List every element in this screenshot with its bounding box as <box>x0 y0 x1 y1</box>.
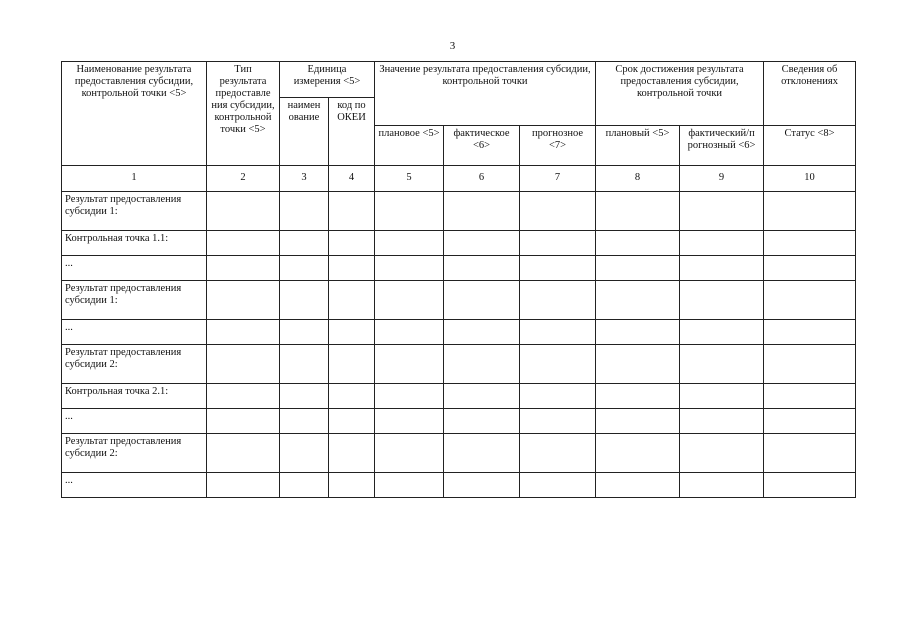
table-cell <box>207 231 280 256</box>
table-cell <box>764 473 856 498</box>
table-cell <box>207 409 280 434</box>
table-row <box>62 473 856 498</box>
table-cell <box>280 345 329 384</box>
table-cell <box>520 256 596 281</box>
table-cell <box>444 231 520 256</box>
column-number: 1 <box>62 166 207 192</box>
table-cell <box>764 192 856 231</box>
table-cell <box>375 281 444 320</box>
column-number: 9 <box>680 166 764 192</box>
table-cell <box>375 434 444 473</box>
table-cell <box>596 192 680 231</box>
row-label: ... <box>62 473 207 498</box>
table-cell <box>329 320 375 345</box>
table-cell <box>444 192 520 231</box>
table-cell <box>520 409 596 434</box>
table-cell <box>207 384 280 409</box>
table-cell <box>520 192 596 231</box>
table-cell <box>280 473 329 498</box>
header-deviations: Сведения об отклонениях <box>764 62 856 126</box>
table-cell <box>329 192 375 231</box>
header-unit-name: наимен ование <box>280 98 329 166</box>
table-cell <box>280 231 329 256</box>
table-cell <box>207 320 280 345</box>
table-cell <box>329 384 375 409</box>
header-value-planned: плановое <5> <box>375 126 444 166</box>
table-cell <box>375 384 444 409</box>
table-cell <box>280 434 329 473</box>
table-cell <box>520 434 596 473</box>
table-cell <box>520 473 596 498</box>
table-cell <box>764 384 856 409</box>
table-cell <box>280 281 329 320</box>
table-cell <box>207 434 280 473</box>
column-number: 5 <box>375 166 444 192</box>
table-cell <box>680 473 764 498</box>
table-row <box>62 192 856 231</box>
header-deadline: Срок достижения результата предоставления субсидии, контрольной точки <box>596 62 764 126</box>
table-cell <box>444 384 520 409</box>
results-table <box>61 61 856 498</box>
table-cell <box>520 384 596 409</box>
column-number: 3 <box>280 166 329 192</box>
table-row <box>62 345 856 384</box>
table-cell <box>596 434 680 473</box>
table-cell <box>680 345 764 384</box>
table-cell <box>596 231 680 256</box>
table-cell <box>375 473 444 498</box>
table-cell <box>444 409 520 434</box>
table-cell <box>280 320 329 345</box>
row-label: Результат предоставления субсидии 1: <box>62 281 207 320</box>
table-cell <box>375 256 444 281</box>
table-cell <box>680 384 764 409</box>
row-label: Контрольная точка 2.1: <box>62 384 207 409</box>
table-cell <box>207 256 280 281</box>
table-cell <box>680 256 764 281</box>
table-cell <box>596 473 680 498</box>
table-cell <box>764 281 856 320</box>
table-cell <box>596 256 680 281</box>
table-cell <box>329 345 375 384</box>
column-number: 4 <box>329 166 375 192</box>
table-row <box>62 320 856 345</box>
table-cell <box>444 434 520 473</box>
table-cell <box>680 320 764 345</box>
row-label: Результат предоставления субсидии 2: <box>62 434 207 473</box>
header-unit-okei: код по ОКЕИ <box>329 98 375 166</box>
header-deadline-actual: фактический/п рогнозный <6> <box>680 126 764 166</box>
table-cell <box>596 409 680 434</box>
table-cell <box>280 192 329 231</box>
table-cell <box>764 434 856 473</box>
table-cell <box>680 409 764 434</box>
table-cell <box>680 281 764 320</box>
table-cell <box>764 231 856 256</box>
header-result-type: Тип результата предоставле ния субсидии, контрольной точки <5> <box>207 62 280 166</box>
table-row <box>62 231 856 256</box>
table-row <box>62 256 856 281</box>
table-cell <box>375 409 444 434</box>
row-label: Результат предоставления субсидии 1: <box>62 192 207 231</box>
row-label: Контрольная точка 1.1: <box>62 231 207 256</box>
table-cell <box>680 434 764 473</box>
row-label: ... <box>62 320 207 345</box>
table-cell <box>596 320 680 345</box>
table-row <box>62 384 856 409</box>
header-value: Значение результата предоставления субсидии, контрольной точки <box>375 62 596 126</box>
table-row <box>62 434 856 473</box>
table-cell <box>520 320 596 345</box>
table-cell <box>520 345 596 384</box>
table-cell <box>764 345 856 384</box>
header-unit: Единица измерения <5> <box>280 62 375 98</box>
column-number: 2 <box>207 166 280 192</box>
table-cell <box>764 256 856 281</box>
table-cell <box>280 256 329 281</box>
table-cell <box>329 409 375 434</box>
header-value-forecast: прогнозное <7> <box>520 126 596 166</box>
table-cell <box>280 384 329 409</box>
table-cell <box>444 345 520 384</box>
table-cell <box>680 192 764 231</box>
column-number: 8 <box>596 166 680 192</box>
row-label: ... <box>62 256 207 281</box>
column-number: 10 <box>764 166 856 192</box>
table-cell <box>375 320 444 345</box>
table-cell <box>520 231 596 256</box>
table-cell <box>207 345 280 384</box>
table-cell <box>444 473 520 498</box>
row-label: ... <box>62 409 207 434</box>
table-cell <box>596 281 680 320</box>
table-cell <box>764 409 856 434</box>
column-number: 7 <box>520 166 596 192</box>
header-value-actual: фактическое <6> <box>444 126 520 166</box>
table-cell <box>520 281 596 320</box>
table-cell <box>207 281 280 320</box>
column-number-row <box>62 166 856 192</box>
column-number: 6 <box>444 166 520 192</box>
table-cell <box>207 473 280 498</box>
table-cell <box>375 231 444 256</box>
table-row <box>62 409 856 434</box>
table-cell <box>329 256 375 281</box>
table-cell <box>596 384 680 409</box>
table-cell <box>764 320 856 345</box>
table-cell <box>375 192 444 231</box>
header-status: Статус <8> <box>764 126 856 166</box>
page-number: 3 <box>449 40 456 52</box>
table-cell <box>444 256 520 281</box>
table-cell <box>680 231 764 256</box>
table-cell <box>596 345 680 384</box>
table-cell <box>375 345 444 384</box>
table-cell <box>329 281 375 320</box>
table-cell <box>329 231 375 256</box>
table-cell <box>329 473 375 498</box>
table-cell <box>280 409 329 434</box>
row-label: Результат предоставления субсидии 2: <box>62 345 207 384</box>
table-cell <box>444 320 520 345</box>
table-cell <box>329 434 375 473</box>
header-result-name: Наименование результата предоставления субсидии, контрольной точки <5> <box>62 62 207 166</box>
table-cell <box>207 192 280 231</box>
table-cell <box>444 281 520 320</box>
table-row <box>62 281 856 320</box>
header-deadline-planned: плановый <5> <box>596 126 680 166</box>
